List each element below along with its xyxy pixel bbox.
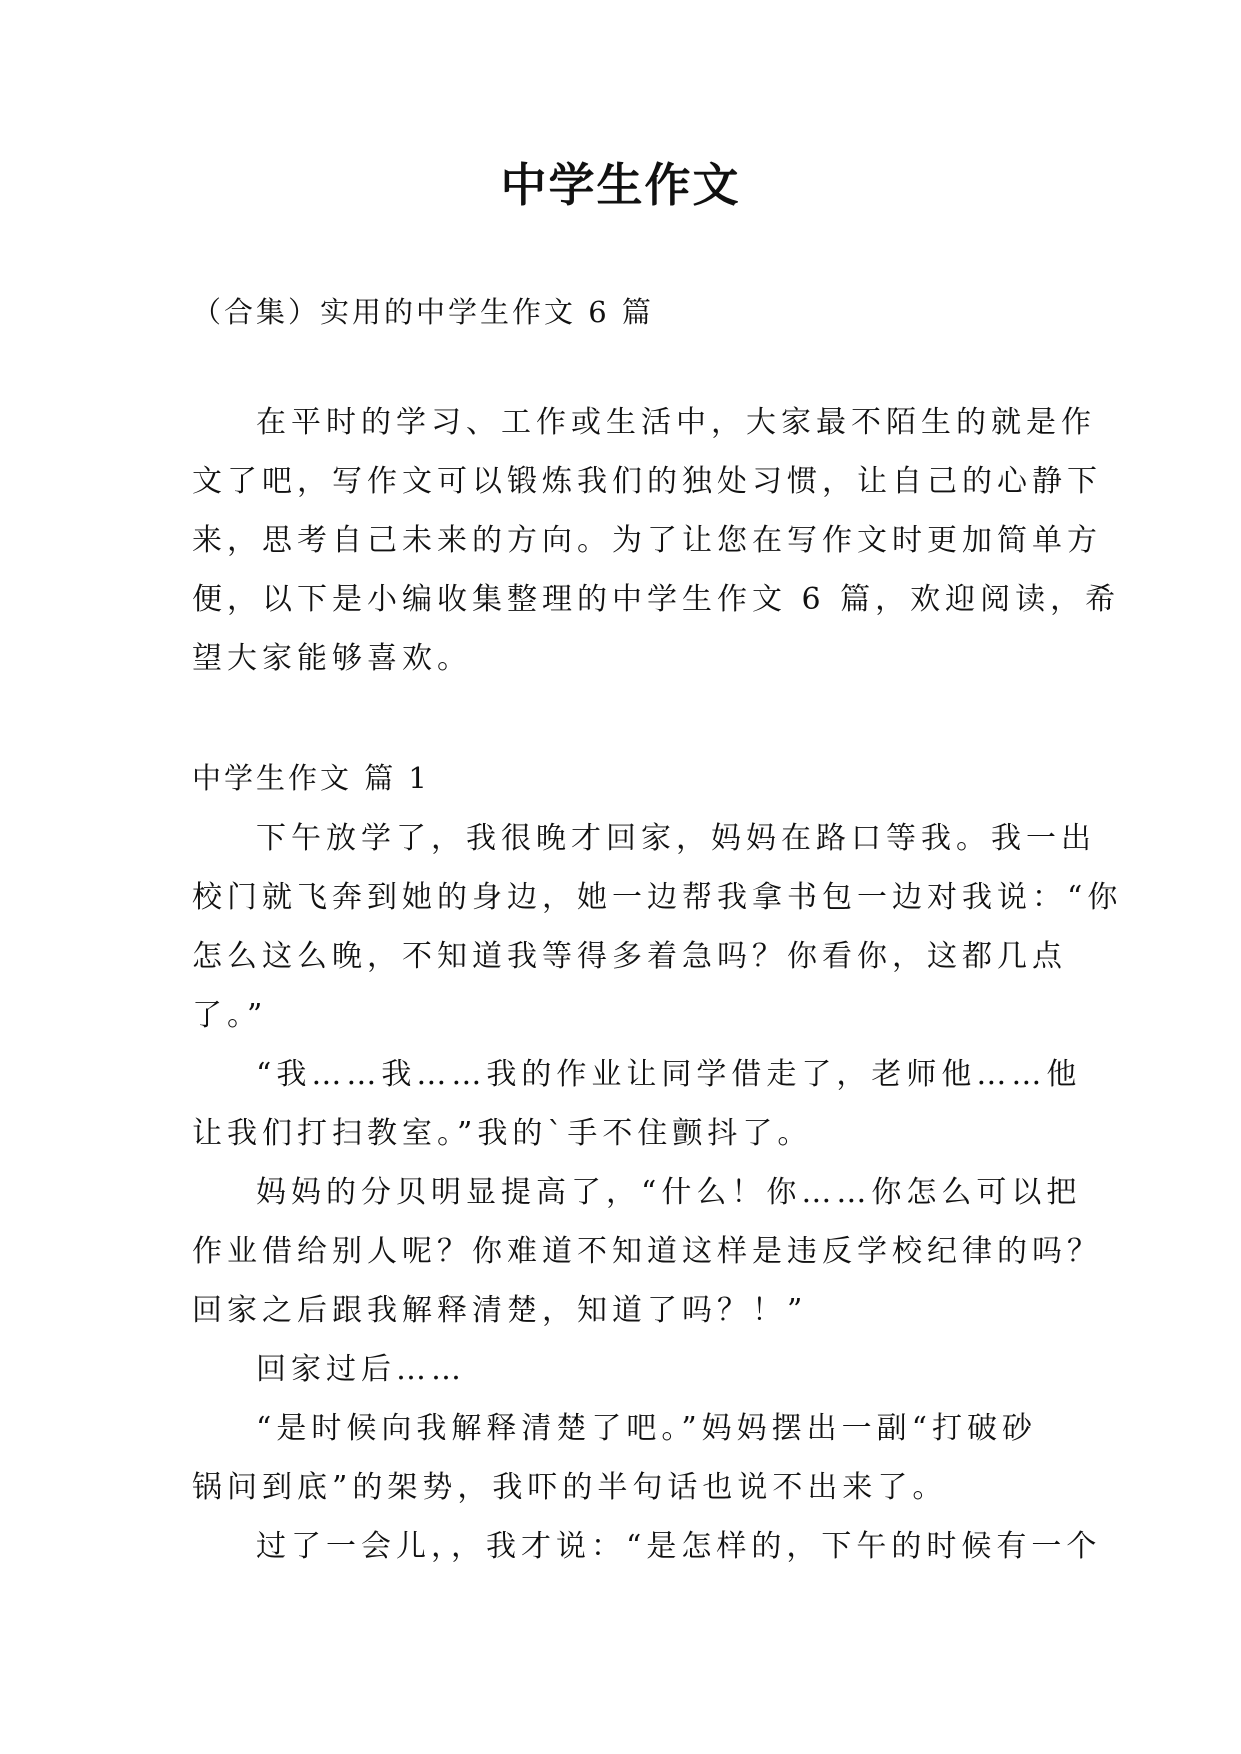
paragraph-line: 回家之后跟我解释清楚，知道了吗？！” — [192, 1293, 808, 1328]
paragraph-line: 望大家能够喜欢。 — [192, 641, 472, 676]
document-subtitle: （合集）实用的中学生作文 6 篇 — [192, 295, 654, 329]
paragraph-line: 锅问到底”的架势，我吓的半句话也说不出来了。 — [192, 1470, 948, 1505]
paragraph-line: “我……我……我的作业让同学借走了，老师他……他 — [256, 1057, 1082, 1092]
paragraph-line: 在平时的学习、工作或生活中，大家最不陌生的就是作 — [256, 405, 1096, 440]
paragraph-line: 回家过后…… — [256, 1352, 466, 1387]
essay-body — [192, 809, 1123, 1576]
section-heading: 中学生作文 篇 1 — [192, 761, 430, 795]
paragraph-line: 怎么这么晚，不知道我等得多着急吗？你看你，这都几点 — [192, 939, 1067, 974]
paragraph-line: 妈妈的分贝明显提高了，“什么！你……你怎么可以把 — [256, 1175, 1082, 1210]
paragraph-line: 了。” — [192, 998, 268, 1033]
paragraph-line: 来，思考自己未来的方向。为了让您在写作文时更加简单方 — [192, 523, 1102, 558]
paragraph-line: “是时候向我解释清楚了吧。”妈妈摆出一副“打破砂 — [256, 1411, 1038, 1446]
paragraph-line: 过了一会儿，，我才说：“是怎样的，下午的时候有一个 — [256, 1529, 1102, 1564]
intro-paragraph — [192, 393, 1121, 688]
paragraph-line: 文了吧，写作文可以锻炼我们的独处习惯，让自己的心静下 — [192, 464, 1102, 499]
paragraph-line: 下午放学了，我很晚才回家，妈妈在路口等我。我一出 — [256, 821, 1096, 856]
paragraph-line: 校门就飞奔到她的身边，她一边帮我拿书包一边对我说：“你 — [192, 880, 1123, 915]
paragraph-line: 作业借给别人呢？你难道不知道这样是违反学校纪律的吗？ — [192, 1234, 1102, 1269]
paragraph-line: 让我们打扫教室。”我的`手不住颤抖了。 — [192, 1116, 813, 1151]
paragraph-line: 便，以下是小编收集整理的中学生作文 6 篇，欢迎阅读，希 — [192, 582, 1121, 617]
document-title: 中学生作文 — [500, 158, 741, 212]
